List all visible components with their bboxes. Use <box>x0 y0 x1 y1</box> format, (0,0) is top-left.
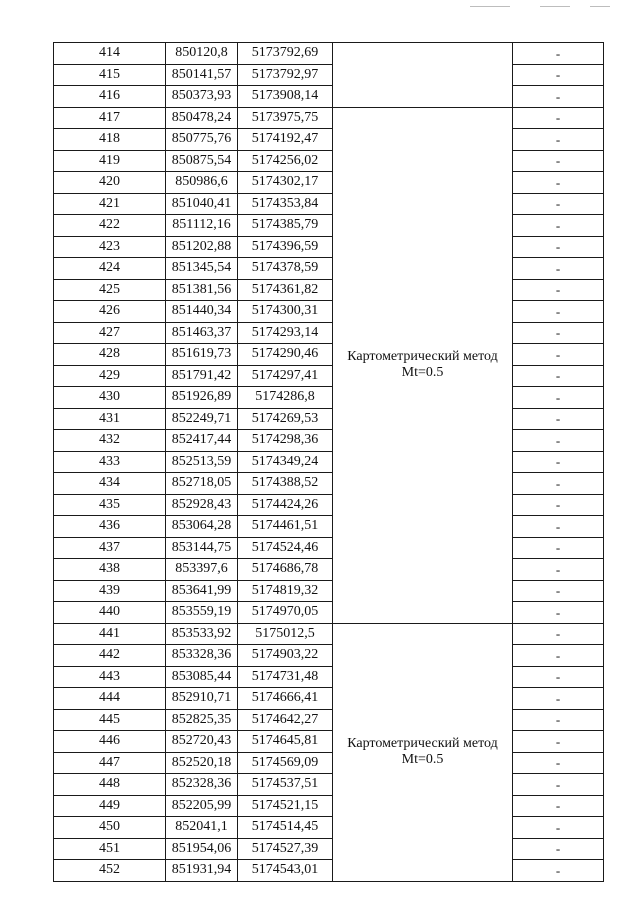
table-row <box>54 193 604 215</box>
method-name: Картометрический метод <box>347 348 498 364</box>
coordinate-y: 5174731,48 <box>238 666 333 688</box>
coordinate-x: 852417,44 <box>166 430 238 452</box>
method-cell <box>333 107 513 623</box>
table-row <box>54 516 604 538</box>
point-number: 435 <box>54 494 166 516</box>
empty-value-dash: - <box>513 322 604 344</box>
coordinate-y: 5174970,05 <box>238 602 333 624</box>
point-number: 430 <box>54 387 166 409</box>
table-row <box>54 494 604 516</box>
coordinate-x: 851440,34 <box>166 301 238 323</box>
coordinate-x: 853397,6 <box>166 559 238 581</box>
empty-value-dash: - <box>513 236 604 258</box>
empty-value-dash: - <box>513 817 604 839</box>
empty-value-dash: - <box>513 408 604 430</box>
point-number: 439 <box>54 580 166 602</box>
coordinate-x: 850141,57 <box>166 64 238 86</box>
coordinate-x: 853144,75 <box>166 537 238 559</box>
coordinate-y: 5174521,15 <box>238 795 333 817</box>
coordinate-y: 5174293,14 <box>238 322 333 344</box>
coordinate-x: 851202,88 <box>166 236 238 258</box>
empty-value-dash: - <box>513 516 604 538</box>
coordinate-x: 851381,56 <box>166 279 238 301</box>
coordinates-table <box>53 42 604 882</box>
point-number: 441 <box>54 623 166 645</box>
empty-value-dash: - <box>513 150 604 172</box>
point-number: 415 <box>54 64 166 86</box>
coordinate-x: 850986,6 <box>166 172 238 194</box>
table-row <box>54 408 604 430</box>
point-number: 427 <box>54 322 166 344</box>
coordinate-x: 851112,16 <box>166 215 238 237</box>
coordinate-x: 851931,94 <box>166 860 238 882</box>
point-number: 450 <box>54 817 166 839</box>
table-row <box>54 623 604 645</box>
scan-mark <box>540 6 570 7</box>
empty-value-dash: - <box>513 838 604 860</box>
empty-value-dash: - <box>513 602 604 624</box>
empty-value-dash: - <box>513 215 604 237</box>
coordinate-y: 5174192,47 <box>238 129 333 151</box>
coordinate-y: 5174378,59 <box>238 258 333 280</box>
coordinate-x: 852513,59 <box>166 451 238 473</box>
coordinate-y: 5174302,17 <box>238 172 333 194</box>
empty-value-dash: - <box>513 387 604 409</box>
point-number: 434 <box>54 473 166 495</box>
table-row <box>54 752 604 774</box>
coordinate-y: 5174361,82 <box>238 279 333 301</box>
coordinate-x: 850875,54 <box>166 150 238 172</box>
coordinate-x: 850373,93 <box>166 86 238 108</box>
coordinate-y: 5174256,02 <box>238 150 333 172</box>
empty-value-dash: - <box>513 301 604 323</box>
coordinate-x: 851619,73 <box>166 344 238 366</box>
coordinate-y: 5174903,22 <box>238 645 333 667</box>
empty-value-dash: - <box>513 709 604 731</box>
table-row <box>54 688 604 710</box>
empty-value-dash: - <box>513 279 604 301</box>
coordinate-y: 5174290,46 <box>238 344 333 366</box>
coordinate-x: 852910,71 <box>166 688 238 710</box>
coordinate-x: 853328,36 <box>166 645 238 667</box>
point-number: 419 <box>54 150 166 172</box>
coordinate-y: 5174396,59 <box>238 236 333 258</box>
method-name: Картометрический метод <box>347 735 498 751</box>
coordinate-y: 5175012,5 <box>238 623 333 645</box>
method-accuracy: Mt=0.5 <box>401 752 444 767</box>
point-number: 444 <box>54 688 166 710</box>
empty-value-dash: - <box>513 752 604 774</box>
coordinate-x: 851791,42 <box>166 365 238 387</box>
coordinate-x: 853064,28 <box>166 516 238 538</box>
coordinate-x: 853641,99 <box>166 580 238 602</box>
point-number: 431 <box>54 408 166 430</box>
coordinate-y: 5174353,84 <box>238 193 333 215</box>
coordinate-y: 5174385,79 <box>238 215 333 237</box>
coordinate-x: 853085,44 <box>166 666 238 688</box>
coordinate-x: 853559,19 <box>166 602 238 624</box>
point-number: 421 <box>54 193 166 215</box>
coordinate-y: 5174666,41 <box>238 688 333 710</box>
table-row <box>54 537 604 559</box>
empty-value-dash: - <box>513 129 604 151</box>
coordinate-y: 5174645,81 <box>238 731 333 753</box>
empty-value-dash: - <box>513 107 604 129</box>
coordinate-x: 852825,35 <box>166 709 238 731</box>
table-row <box>54 838 604 860</box>
empty-value-dash: - <box>513 688 604 710</box>
table-row <box>54 236 604 258</box>
empty-value-dash: - <box>513 537 604 559</box>
coordinate-y: 5173908,14 <box>238 86 333 108</box>
table-row <box>54 322 604 344</box>
table-row <box>54 129 604 151</box>
table-row <box>54 43 604 65</box>
point-number: 451 <box>54 838 166 860</box>
empty-value-dash: - <box>513 731 604 753</box>
coordinate-y: 5174527,39 <box>238 838 333 860</box>
table-row <box>54 365 604 387</box>
coordinate-y: 5174461,51 <box>238 516 333 538</box>
coordinate-x: 852720,43 <box>166 731 238 753</box>
coordinate-x: 851345,54 <box>166 258 238 280</box>
coordinate-x: 850478,24 <box>166 107 238 129</box>
table-row <box>54 731 604 753</box>
empty-value-dash: - <box>513 344 604 366</box>
coordinate-y: 5173792,97 <box>238 64 333 86</box>
point-number: 449 <box>54 795 166 817</box>
coordinates-table-body <box>54 43 604 882</box>
table-row <box>54 64 604 86</box>
point-number: 437 <box>54 537 166 559</box>
point-number: 433 <box>54 451 166 473</box>
table-row <box>54 301 604 323</box>
empty-value-dash: - <box>513 430 604 452</box>
point-number: 414 <box>54 43 166 65</box>
method-cell <box>333 623 513 881</box>
coordinate-x: 852328,36 <box>166 774 238 796</box>
coordinate-x: 850120,8 <box>166 43 238 65</box>
coordinate-y: 5174543,01 <box>238 860 333 882</box>
empty-value-dash: - <box>513 451 604 473</box>
table-row <box>54 602 604 624</box>
empty-value-dash: - <box>513 473 604 495</box>
coordinate-y: 5174642,27 <box>238 709 333 731</box>
table-row <box>54 860 604 882</box>
coordinate-x: 852718,05 <box>166 473 238 495</box>
empty-value-dash: - <box>513 258 604 280</box>
coordinate-y: 5174819,32 <box>238 580 333 602</box>
coordinate-y: 5174537,51 <box>238 774 333 796</box>
point-number: 416 <box>54 86 166 108</box>
point-number: 420 <box>54 172 166 194</box>
point-number: 428 <box>54 344 166 366</box>
coordinate-y: 5174569,09 <box>238 752 333 774</box>
point-number: 432 <box>54 430 166 452</box>
empty-value-dash: - <box>513 623 604 645</box>
coordinate-y: 5174514,45 <box>238 817 333 839</box>
table-row <box>54 279 604 301</box>
coordinate-y: 5174686,78 <box>238 559 333 581</box>
coordinate-x: 850775,76 <box>166 129 238 151</box>
empty-value-dash: - <box>513 860 604 882</box>
table-row <box>54 107 604 129</box>
empty-value-dash: - <box>513 43 604 65</box>
table-row <box>54 86 604 108</box>
table-row <box>54 258 604 280</box>
point-number: 436 <box>54 516 166 538</box>
empty-value-dash: - <box>513 559 604 581</box>
coordinate-y: 5174349,24 <box>238 451 333 473</box>
table-row <box>54 580 604 602</box>
empty-value-dash: - <box>513 64 604 86</box>
empty-value-dash: - <box>513 172 604 194</box>
table-row <box>54 473 604 495</box>
point-number: 426 <box>54 301 166 323</box>
table-row <box>54 387 604 409</box>
table-row <box>54 666 604 688</box>
point-number: 422 <box>54 215 166 237</box>
point-number: 438 <box>54 559 166 581</box>
table-row <box>54 430 604 452</box>
table-row <box>54 645 604 667</box>
point-number: 443 <box>54 666 166 688</box>
coordinate-x: 852041,1 <box>166 817 238 839</box>
point-number: 442 <box>54 645 166 667</box>
coordinate-x: 852205,99 <box>166 795 238 817</box>
scan-mark <box>590 6 610 7</box>
coordinate-y: 5174297,41 <box>238 365 333 387</box>
point-number: 445 <box>54 709 166 731</box>
point-number: 446 <box>54 731 166 753</box>
coordinate-y: 5174298,36 <box>238 430 333 452</box>
empty-value-dash: - <box>513 774 604 796</box>
method-cell <box>333 43 513 108</box>
empty-value-dash: - <box>513 645 604 667</box>
coordinate-y: 5173975,75 <box>238 107 333 129</box>
table-row <box>54 172 604 194</box>
coordinate-x: 852520,18 <box>166 752 238 774</box>
point-number: 417 <box>54 107 166 129</box>
point-number: 418 <box>54 129 166 151</box>
table-row <box>54 709 604 731</box>
coordinate-x: 851463,37 <box>166 322 238 344</box>
table-row <box>54 451 604 473</box>
table-row <box>54 215 604 237</box>
point-number: 425 <box>54 279 166 301</box>
coordinate-x: 851040,41 <box>166 193 238 215</box>
table-row <box>54 150 604 172</box>
table-row <box>54 559 604 581</box>
coordinate-y: 5174524,46 <box>238 537 333 559</box>
empty-value-dash: - <box>513 86 604 108</box>
table-row <box>54 817 604 839</box>
coordinate-y: 5174300,31 <box>238 301 333 323</box>
coordinate-y: 5174424,26 <box>238 494 333 516</box>
point-number: 424 <box>54 258 166 280</box>
empty-value-dash: - <box>513 193 604 215</box>
coordinate-y: 5174286,8 <box>238 387 333 409</box>
point-number: 447 <box>54 752 166 774</box>
coordinate-y: 5174269,53 <box>238 408 333 430</box>
coordinate-x: 851954,06 <box>166 838 238 860</box>
empty-value-dash: - <box>513 365 604 387</box>
table-row <box>54 774 604 796</box>
coordinate-y: 5173792,69 <box>238 43 333 65</box>
scan-mark <box>470 6 510 7</box>
point-number: 448 <box>54 774 166 796</box>
empty-value-dash: - <box>513 666 604 688</box>
coordinate-x: 851926,89 <box>166 387 238 409</box>
coordinate-x: 852249,71 <box>166 408 238 430</box>
table-row <box>54 344 604 366</box>
point-number: 429 <box>54 365 166 387</box>
point-number: 440 <box>54 602 166 624</box>
table-row <box>54 795 604 817</box>
coordinate-x: 853533,92 <box>166 623 238 645</box>
empty-value-dash: - <box>513 494 604 516</box>
point-number: 452 <box>54 860 166 882</box>
empty-value-dash: - <box>513 795 604 817</box>
empty-value-dash: - <box>513 580 604 602</box>
coordinate-y: 5174388,52 <box>238 473 333 495</box>
coordinate-x: 852928,43 <box>166 494 238 516</box>
point-number: 423 <box>54 236 166 258</box>
method-accuracy: Mt=0.5 <box>401 365 444 380</box>
